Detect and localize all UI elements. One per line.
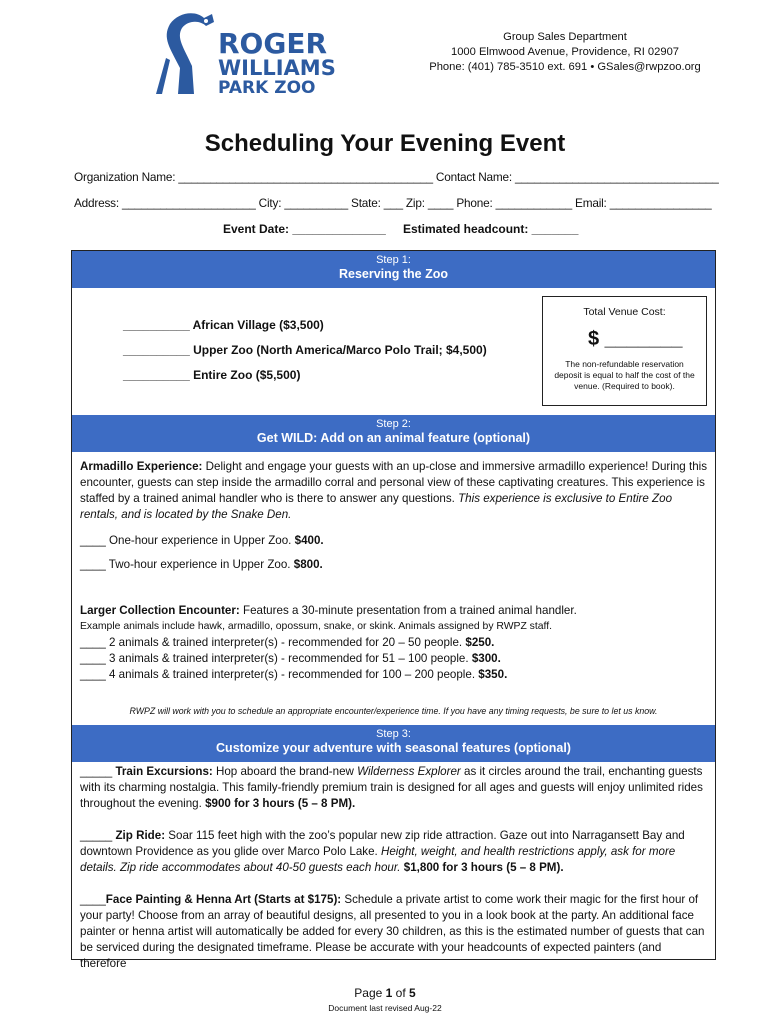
zip-price: $1,800 for 3 hours (5 – 8 PM).: [403, 861, 564, 874]
step1-header: [72, 251, 715, 288]
armadillo-option-1[interactable]: [80, 533, 710, 549]
step1-label: Step 1:: [376, 254, 411, 266]
venue-cost-box: [542, 296, 707, 406]
collection-option-2-text: ____ 3 animals & trained interpreter(s) - recommended for 51 – 100 people.: [80, 652, 472, 665]
face-blank: ____: [80, 893, 106, 906]
event-date-field[interactable]: Event Date: ______________: [223, 222, 386, 236]
page-prefix: Page: [354, 986, 386, 1000]
logo-line-2: WILLIAMS: [218, 56, 336, 80]
zip-blank: _____: [80, 829, 116, 842]
zip-title: Zip Ride:: [115, 829, 166, 842]
train-text-2: as it circles around the trail, enchanting guests with its charming nostalgia. This family-friendly premium train is designed for all ages and guests will enjoy unlimited rides throughout the evening.: [80, 765, 703, 810]
venue-cost-value[interactable]: $ _______: [588, 328, 683, 350]
train-text-1: Hop aboard the brand-new: [212, 765, 358, 778]
revision-note: Document last revised Aug-22: [328, 1003, 442, 1013]
headcount-field[interactable]: Estimated headcount: _______: [403, 222, 579, 236]
step3-header: [72, 725, 715, 762]
collection-title: Larger Collection Encounter:: [80, 604, 240, 617]
collection-option-1-price: $250.: [465, 636, 495, 649]
armadillo-italic: This experience is exclusive to Entire Zoo rentals, and is located by the Snake Den.: [80, 492, 673, 521]
page-total: 5: [409, 986, 416, 1000]
collection-option-1-text: ____ 2 animals & trained interpreter(s) - recommended for 20 – 50 people.: [80, 636, 466, 649]
logo-line-3: PARK ZOO: [218, 78, 316, 98]
contact-block: [420, 30, 710, 75]
contact-department: Group Sales Department: [503, 31, 627, 43]
collection-option-2-price: $300.: [471, 652, 501, 665]
step1-heading: Reserving the Zoo: [338, 267, 449, 281]
armadillo-text: Delight and engage your guests with an up-close and immersive armadillo experience! During this encounter, guests can step inside the armadillo corral and personal view of these captivating creatures. This experience is staffed by a trained animal handler who is there to answer any questions.: [80, 460, 708, 505]
contact-phone: Phone: (401) 785-3510 ext. 691 • GSales@rwpzoo.org: [429, 61, 701, 73]
step2-header: [72, 415, 715, 452]
face-painting-option[interactable]: [80, 892, 710, 972]
page-of: of: [392, 986, 410, 1000]
train-option[interactable]: [80, 764, 710, 812]
address-field[interactable]: Address: _____________________ City: __________ State: ___ Zip: ____ Phone: ____________ Email: ________________: [74, 196, 712, 210]
contact-address: 1000 Elmwood Avenue, Providence, RI 02907: [450, 46, 680, 58]
step3-heading: Customize your adventure with seasonal features (optional): [216, 741, 571, 755]
zoo-logo: [148, 8, 338, 98]
page-title: Scheduling Your Evening Event: [204, 130, 566, 157]
step2-heading: Get WILD: Add on an animal feature (optional): [256, 431, 531, 445]
armadillo-option-1-price: $400.: [294, 534, 324, 547]
train-blank: _____: [80, 765, 116, 778]
collection-option-3-text: ____ 4 animals & trained interpreter(s) - recommended for 100 – 200 people.: [80, 668, 479, 681]
page-current: 1: [385, 986, 393, 1000]
page-number: [0, 986, 770, 1000]
step3-label: Step 3:: [376, 728, 411, 740]
collection-option-3[interactable]: [80, 667, 710, 683]
train-price: $900 for 3 hours (5 – 8 PM).: [205, 797, 356, 810]
armadillo-option-1-text: ____ One-hour experience in Upper Zoo.: [80, 534, 295, 547]
zip-text: Soar 115 feet high with the zoo’s popular new zip ride attraction. Gaze out into Narragansett Bay and downtown Providence as you glide over Marco Polo Lake.: [80, 829, 685, 858]
train-title: Train Excursions:: [115, 765, 213, 778]
face-title: Face Painting & Henna Art (Starts at $175):: [105, 893, 342, 906]
logo-line-1: ROGER: [218, 27, 328, 60]
zip-italic: Height, weight, and health restrictions apply, ask for more details. Zip ride accommodates about 40-50 guests each hour.: [80, 845, 676, 874]
giraffe-icon: [148, 8, 228, 96]
venue-option-entire-zoo[interactable]: __________ Entire Zoo ($5,500): [123, 368, 301, 382]
armadillo-option-2-price: $800.: [293, 558, 323, 571]
armadillo-option-2[interactable]: [80, 557, 710, 573]
collection-option-1[interactable]: [80, 635, 710, 651]
collection-text: Features a 30-minute presentation from a trained animal handler.: [239, 604, 577, 617]
collection-description: [80, 603, 710, 619]
venue-option-upper-zoo[interactable]: __________ Upper Zoo (North America/Marco Polo Trail; $4,500): [123, 343, 487, 357]
collection-examples: Example animals include hawk, armadillo, opossum, snake, or skink. Animals assigned by RWPZ staff.: [80, 621, 553, 632]
venue-cost-label: Total Venue Cost:: [583, 306, 666, 318]
venue-cost-note: The non-refundable reservation deposit is equal to half the cost of the venue. (Required to book).: [554, 359, 695, 391]
armadillo-title: Armadillo Experience:: [80, 460, 203, 473]
train-italic: Wilderness Explorer: [357, 765, 461, 778]
step2-label: Step 2:: [376, 418, 411, 430]
org-contact-field[interactable]: Organization Name: ________________________________________ Contact Name: ________________________________: [74, 170, 719, 184]
face-text: Schedule a private artist to come work their magic for the first hour of your party! Choose from an array of beautiful designs, all presented to you in a look book at the party. An additional face painter or henna artist will automatically be added for every 30 children, as this is the estimated number of guests that can be serviced during the designated timeframe. Please be accurate with your headcounts of expected painters (and therefore: [80, 893, 705, 970]
venue-option-african-village[interactable]: __________ African Village ($3,500): [123, 318, 324, 332]
collection-option-3-price: $350.: [478, 668, 508, 681]
armadillo-option-2-text: ____ Two-hour experience in Upper Zoo.: [80, 558, 294, 571]
armadillo-description: [80, 459, 710, 523]
collection-option-2[interactable]: [80, 651, 710, 667]
zip-option[interactable]: [80, 828, 710, 876]
timing-note: RWPZ will work with you to schedule an appropriate encounter/experience time. If you have any timing requests, be sure to let us know.: [129, 706, 658, 716]
